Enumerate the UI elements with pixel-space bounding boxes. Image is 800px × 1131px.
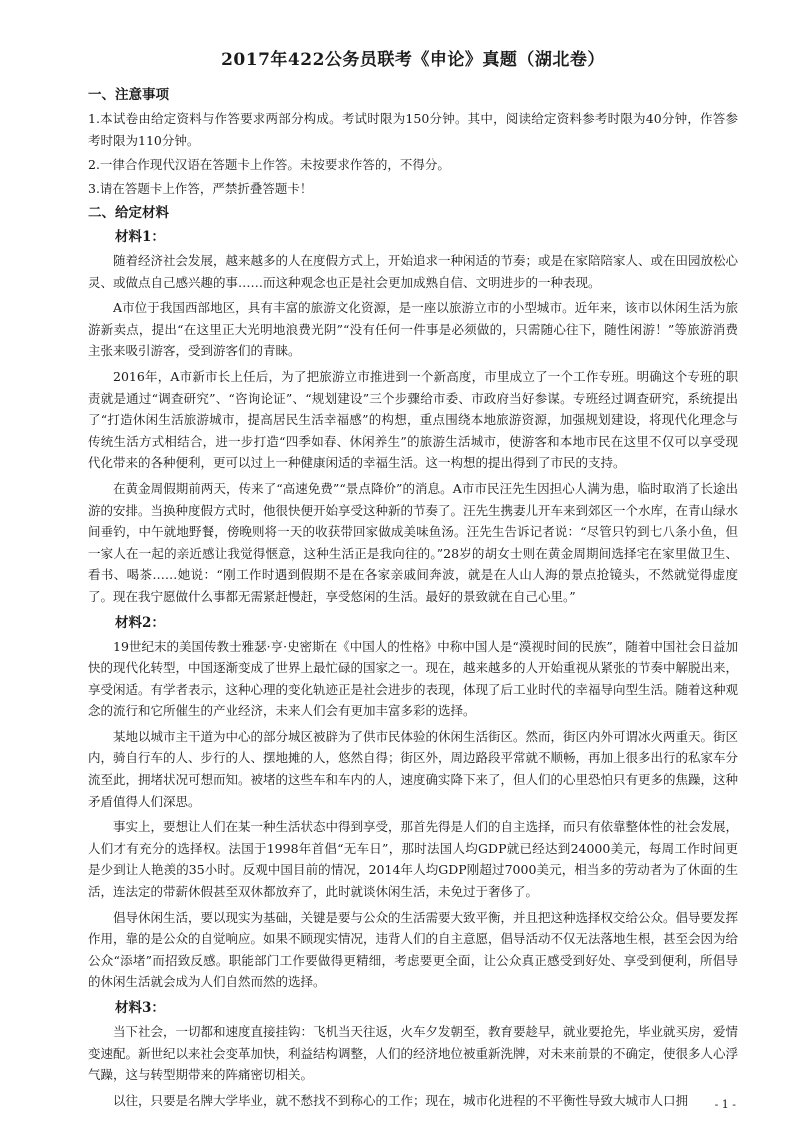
paragraph: 在黄金周假期前两天，传来了“高速免费”“景点降价”的消息。A市市民汪先生因担心人满为患，临时取消了长途出游的安排。当换种度假方式时，他很快便开始享受这种新的节奏了。汪先生携妻儿开车来到郊区一个水库，在青山绿水间垂钓，中午就地野餐，傍晚则将一天的收获带回家做成美味鱼汤。汪先生告诉记者说：“尽管只钓到七八条小鱼，但一家人在一起的亲近感让我觉得惬意，这种生活正是我向往的。”28岁的胡女士则在黄金周期间选择宅在家里做卫生、看书、喝茶……她说：“刚工作时遇到假期不是在各家亲戚间奔波，就是在人山人海的景点抢镜头，不然就觉得虚度了。现在我宁愿做什么事都无需紧赶慢赶，享受悠闲的生活。最好的景致就在自己心里。”	[88, 480, 739, 604]
notes-heading: 一、注意事项	[88, 87, 169, 103]
paragraph: 随着经济社会发展，越来越多的人在度假方式上，开始追求一种闲适的节奏；或是在家陪陪家人、或在田园放松心灵、或做点自己感兴趣的事……而这种观念也正是社会更加成熟自信、文明进步的一种表现。	[88, 253, 739, 290]
paragraph: 2016年，A市新市长上任后，为了把旅游立市推进到一个新高度，市里成立了一个工作专班。明确这个专班的职责就是通过“调查研究”、“咨询论证”、“规划建设”三个步骤给市委、市政府当好参谋。专班经过调查研究，系统提出了“打造休闲生活旅游城市，提高居民生活幸福感”的构想，重点围绕本地旅游资源，加强规划建设，将现代化理念与传统生活方式相结合，进一步打造“四季如春、休闲养生”的旅游生活城市，使游客和本地市民在这里不仅可以享受现代化带来的各种便利，更可以过上一种健康闲适的幸福生活。这一构想的提出得到了市民的支持。	[88, 368, 738, 471]
material-2-label: 材料2：	[115, 614, 165, 631]
paragraph: A市位于我国西部地区，具有丰富的旅游文化资源，是一座以旅游立市的小型城市。近年来，该市以休闲生活为旅游新卖点，提出“在这里正大光明地浪费光阴”“没有任何一件事是必须做的，只需随心往下，随性闲游！”等旅游消费主张来吸引游客，受到游客们的青睐。	[88, 300, 738, 359]
materials-heading: 二、给定材料	[88, 205, 169, 221]
paragraph: 19世纪末的美国传教士雅瑟·亨·史密斯在《中国人的性格》中称中国人是“漠视时间的民族”，随着中国社会日益加快的现代化转型，中国逐渐变成了世界上最忙碌的国家之一。现在，越来越多的人开始重视从紧张的节奏中解脱出来，享受闲适。有学者表示，这种心理的变化轨迹正是社会进步的表现，体现了后工业时代的幸福导向型生活。随着这种观念的流行和它所催生的产业经济，未来人们会有更加丰富多彩的选择。	[88, 638, 739, 719]
note-item: 2.一律合作现代汉语在答题卡上作答。未按要求作答的，不得分。	[88, 157, 450, 172]
paragraph: 以往，只要是名牌大学毕业，就不愁找不到称心的工作；现在，城市化进程的不平衡性导致大城市人口拥	[113, 1092, 689, 1108]
note-item: 1.本试卷由给定资料与作答要求两部分构成。考试时限为150分钟。其中，阅读给定资料参考时限为40分钟，作答参考时限为110分钟。	[88, 111, 738, 148]
document-page	[88, 48, 738, 1115]
page-number: - 1 -	[714, 1098, 736, 1111]
paragraph: 当下社会，一切都和速度直接挂钩：飞机当天往返，火车夕发朝至，教育要趁早，就业要抢先，毕业就买房，爱情变速配。新世纪以来社会变革加快，利益结构调整，人们的经济地位被重新洗牌，对未来前景的不确定，使很多人心浮气躁，这与转型期带来的阵痛密切相关。	[88, 1024, 739, 1083]
document-title: 2017年422公务员联考《申论》真题（湖北卷）	[221, 50, 605, 70]
paragraph: 某地以城市主干道为中心的部分城区被辟为了供市民体验的休闲生活街区。然而，街区内外可谓冰火两重天。街区内，骑自行车的人、步行的人、摆地摊的人，悠然自得；街区外，周边路段平常就不顺畅，再加上很多出行的私家车分流至此，拥堵状况可想而知。被堵的这些车和车内的人，速度确实降下来了，但人们的心里恐怕只有更多的焦躁，这种矛盾值得人们深思。	[88, 728, 739, 809]
note-item: 3.请在答题卡上作答，严禁折叠答题卡！	[88, 181, 313, 196]
paragraph: 事实上，要想让人们在某一种生活状态中得到享受，那首先得是人们的自主选择，而只有依靠整体性的社会发展，人们才有充分的选择权。法国于1998年首倡“无车日”，那时法国人均GDP就已经达到24000美元，每周工作时间更是少到让人艳羡的35小时。反观中国目前的情况，2014年人均GDP刚超过7000美元，相当多的劳动者为了休面的生活，连法定的带薪休假甚至双休都放弃了，此时就谈休闲生活，未免过于奢侈了。	[88, 819, 739, 900]
material-1-label: 材料1：	[115, 229, 165, 245]
paragraph: 倡导休闲生活，要以现实为基础，关键是要与公众的生活需要大致平衡，并且把这种选择权交给公众。倡导要发挥作用，靠的是公众的自觉响应。如果不顾现实情况，违背人们的自主意愿，倡导活动不仅无法落地生根，甚至会因为给公众“添堵”而招致反感。职能部门工作要做得更精细，考虑要更全面，让公众真正感受到好处、享受到便利，所倡导的休闲生活就会成为人们自然而然的选择。	[88, 909, 739, 990]
material-3-label: 材料3：	[115, 1000, 165, 1016]
